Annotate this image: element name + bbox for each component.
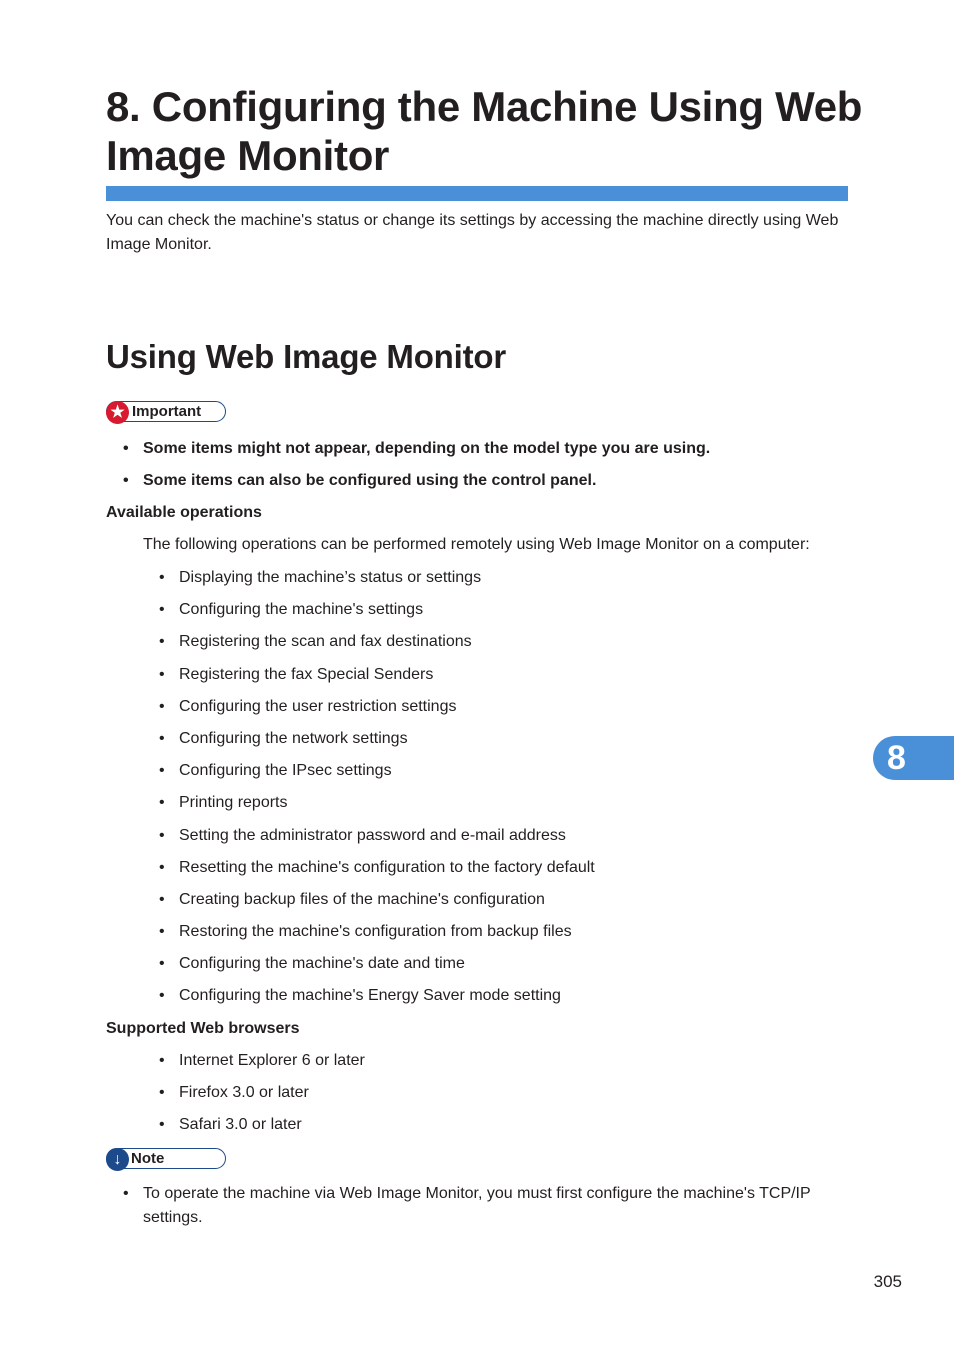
- list-item: • Restoring the machine's configuration from backup files: [159, 923, 572, 941]
- note-label: Note: [131, 1150, 165, 1167]
- list-item: • Creating backup files of the machine's configuration: [159, 890, 545, 908]
- list-item: • Registering the fax Special Senders: [159, 665, 434, 683]
- star-icon: ★: [106, 401, 129, 424]
- list-item: • Configuring the machine's Energy Saver mode setting: [159, 987, 561, 1005]
- list-item: • Displaying the machine’s status or settings: [159, 569, 482, 586]
- supported-browsers-term: Supported Web browsers: [106, 1020, 300, 1037]
- list-item: • Configuring the machine's settings: [159, 601, 424, 619]
- section-title: Using Web Image Monitor: [106, 338, 506, 375]
- list-item: • Resetting the machine's configuration to the factory default: [159, 858, 595, 876]
- important-list: [123, 437, 843, 501]
- list-item: • Configuring the machine's date and time: [159, 955, 465, 973]
- list-item: • Setting the administrator password and e-mail address: [159, 826, 566, 844]
- available-operations-description: The following operations can be performed remotely using Web Image Monitor on a computer:: [143, 536, 810, 553]
- list-item: • Internet Explorer 6 or later: [159, 1052, 365, 1069]
- list-item: • Firefox 3.0 or later: [159, 1084, 309, 1101]
- arrow-down-icon: ↓: [106, 1148, 129, 1171]
- bullet: •: [123, 472, 129, 489]
- chapter-title: 8. Configuring the Machine Using Web Image Monitor: [106, 83, 863, 179]
- chapter-tab: 8: [873, 736, 954, 780]
- list-item: • Configuring the user restriction settings: [159, 697, 457, 715]
- list-item: • Configuring the IPsec settings: [159, 762, 392, 780]
- bullet: •: [123, 440, 129, 457]
- list-item: • Printing reports: [159, 794, 288, 812]
- operations-list: [159, 566, 849, 1017]
- list-item: • To operate the machine via Web Image Monitor, you must first configure the machine's TCP/IP settings.: [123, 1185, 811, 1226]
- important-badge: [106, 401, 226, 422]
- important-label: Important: [132, 403, 202, 420]
- browsers-list: [159, 1049, 849, 1145]
- note-badge: [106, 1148, 226, 1169]
- list-item: • Some items might not appear, depending on the model type you are using.: [143, 437, 843, 469]
- list-item: • Safari 3.0 or later: [159, 1116, 302, 1133]
- list-item: • Registering the scan and fax destinations: [159, 633, 472, 651]
- list-item: • Some items can also be configured using the control panel.: [143, 469, 843, 501]
- available-operations-term: Available operations: [106, 504, 262, 521]
- title-rule: [106, 186, 848, 201]
- note-list: [123, 1182, 843, 1230]
- page-number: 305: [873, 1272, 902, 1291]
- list-item: • Configuring the network settings: [159, 729, 408, 747]
- chapter-intro: You can check the machine's status or change its settings by accessing the machine directly using Web Image Monitor.: [106, 212, 839, 253]
